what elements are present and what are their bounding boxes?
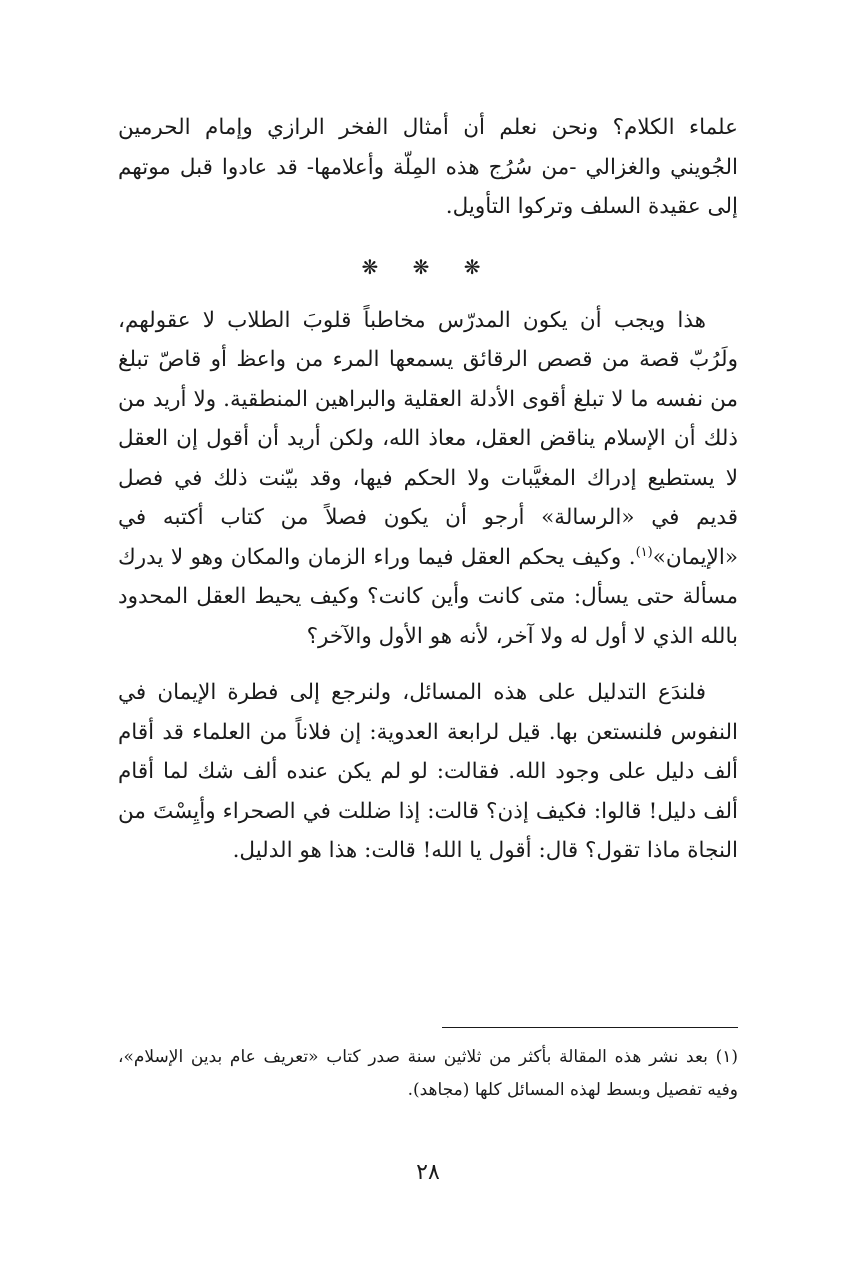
paragraph-2	[118, 301, 738, 657]
paragraph-2-text-end: . وكيف يحكم العقل فيما وراء الزمان والمكان وهو لا يدرك مسألة حتى يسأل: متى كانت وأين كانت؟ وكيف يحيط العقل المحدود بالله الذي لا أول له ولا آخر، لأنه هو الأول والآخر؟	[118, 544, 738, 649]
paragraph-2-text-start: هذا ويجب أن يكون المدرّس مخاطباً قلوبَ الطلاب لا عقولهم، ولَرُبّ قصة من قصص الرقائق يسمعها المرء من واعظ أو قاصّ تبلغ من نفسه ما لا تبلغ أقوى الأدلة العقلية والبراهين المنطقية. ولا أريد من ذلك أن الإسلام يناقض العقل، معاذ الله، ولكن أريد أن أقول إن العقل لا يستطيع إدراك المغيَّبات ولا الحكم فيها، وقد بيّنت ذلك في فصل قديم في «الرسالة» أرجو أن يكون فصلاً من كتاب أكتبه في «الإيمان»	[118, 307, 738, 570]
footnote-reference: (١)	[635, 544, 653, 560]
paragraph-3: فلندَع التدليل على هذه المسائل، ولنرجع إلى فطرة الإيمان في النفوس فلنستعن بها. قيل لرابعة العدوية: إن فلاناً من العلماء قد أقام ألف دليل على وجود الله. فقالت: لو لم يكن عنده ألف شك لما أقام ألف دليل! قالوا: فكيف إذن؟ قالت: إذا ضللت في الصحراء وأيِسْتَ من النجاة ماذا تقول؟ قال: أقول يا الله! قالت: هذا هو الدليل.	[118, 680, 738, 863]
paragraph-1: علماء الكلام؟ ونحن نعلم أن أمثال الفخر الرازي وإمام الحرمين الجُويني والغزالي -من سُرُج هذه المِلّة وأعلامها- قد عادوا قبل موتهم إلى عقيدة السلف وتركوا التأويل.	[118, 115, 738, 219]
section-separator: ❋ ❋ ❋	[361, 254, 495, 279]
footnote-divider	[442, 1027, 738, 1028]
paragraph-gap	[118, 656, 738, 673]
page-body	[118, 108, 738, 871]
footnote: (١) بعد نشر هذه المقالة بأكثر من ثلاثين سنة صدر كتاب «تعريف عام بدين الإسلام»، وفيه تفصيل وبسط لهذه المسائل كلها (مجاهد).	[118, 1047, 738, 1100]
page-number: ٢٨	[416, 1160, 440, 1185]
